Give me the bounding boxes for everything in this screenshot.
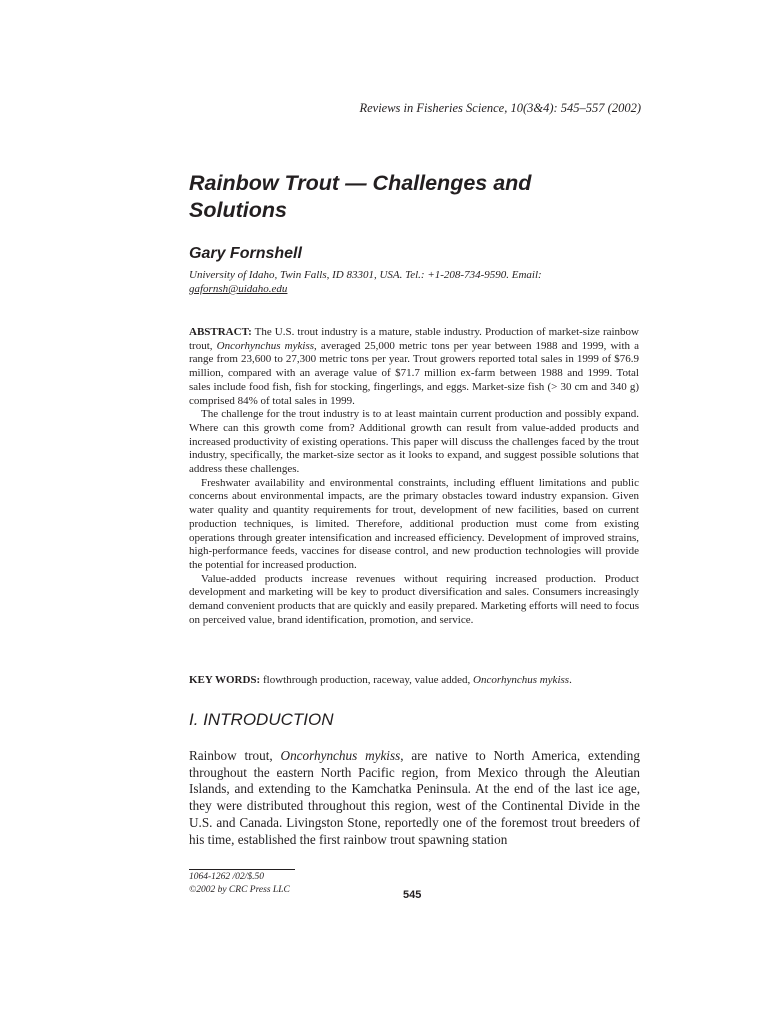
abstract-text: The U.S. trout industry is a mature, stable industry. Production of market-size rainbow trout, (189, 326, 639, 352)
key-words-text: flowthrough production, raceway, value added, (260, 674, 474, 686)
issn-code: 1064-1262 /02/$.50 (189, 872, 264, 882)
author-name: Gary Fornshell (189, 245, 302, 262)
abstract-paragraph-3: Freshwater availability and environmental constraints, including effluent limitations and public concerns about environmental impacts, are the primary obstacles toward industry expansion. Given water quality and quantity requirements for trout, development of new facilities, based on current production techniques, is limited. Therefore, additional production must come from existing operations through greater intensification and increased efficiency. Development of improved strains, high-performance feeds, vaccines for disease control, and new production technologies will provide the potential for increased production. (189, 476, 639, 571)
abstract-paragraph-1 (189, 326, 639, 408)
author-email-link[interactable]: gafornsh@uidaho.edu (189, 283, 288, 295)
footer-notes (189, 871, 290, 896)
section-heading: I. INTRODUCTION (189, 710, 334, 729)
key-words-end: . (569, 674, 572, 686)
species-name: Oncorhynchus mykiss (473, 674, 570, 686)
abstract-paragraph-4: Value-added products increase revenues without requiring increased production. Product development and marketing will be key to product diversification and sales. Consumers increasingly demand convenient products that are quickly and easily prepared. Marketing efforts will need to focus on perceived value, brand identification, promotion, and service. (189, 572, 639, 626)
journal-reference: Reviews in Fisheries Science, 10(3&4): 545–557 (2002) (359, 101, 641, 115)
affiliation-text: University of Idaho, Twin Falls, ID 83301, USA. Tel.: +1-208-734-9590. Email: (189, 269, 542, 281)
abstract-label: ABSTRACT: (189, 326, 252, 338)
species-name: Oncorhynchus mykiss (216, 339, 315, 352)
introduction-paragraph (189, 748, 640, 848)
author-affiliation (189, 268, 609, 296)
footer-divider (189, 869, 295, 870)
key-words-label: KEY WORDS: (189, 674, 261, 686)
species-name: Oncorhynchus mykiss (280, 748, 401, 763)
paper-title: Rainbow Trout — Challenges and Solutions (189, 171, 532, 222)
abstract-paragraph-2: The challenge for the trout industry is to at least maintain current production and possibly expand. Where can this growth come from? Additional growth can result from value-added products and increased productivity of existing operations. This paper will discuss the challenges faced by the trout industry, specifically, the market-size sector as it looks to expand, and suggest possible solutions that address these challenges. (189, 408, 639, 476)
key-words (189, 673, 639, 687)
intro-text: , are native to North America, extending throughout the eastern North Pacific region, from Mexico through the Aleutian Islands, and extending to the Kamchatka Peninsula. At the end of the last ice age, they were distributed throughout this region, west of the Continental Divide in the U.S. and Canada. Livingston Stone, reportedly one of the foremost trout breeders of his time, established the first rainbow trout spawning station (189, 748, 640, 847)
copyright-notice: ©2002 by CRC Press LLC (189, 884, 290, 895)
abstract (189, 326, 639, 627)
intro-text: Rainbow trout, (189, 748, 281, 763)
abstract-text: , averaged 25,000 metric tons per year between 1988 and 1999, with a range from 23,600 to 27,300 metric tons per year. Trout growers reported total sales in 1999 of $76.9 million, compared with an average value of $71.7 million ex-farm between 1988 and 1999. Total sales include food fish, fish for stocking, fingerlings, and eggs. Market-size fish (> 30 cm and 340 g) comprised 84% of total sales in 1999. (189, 339, 639, 407)
page-number: 545 (403, 889, 422, 901)
